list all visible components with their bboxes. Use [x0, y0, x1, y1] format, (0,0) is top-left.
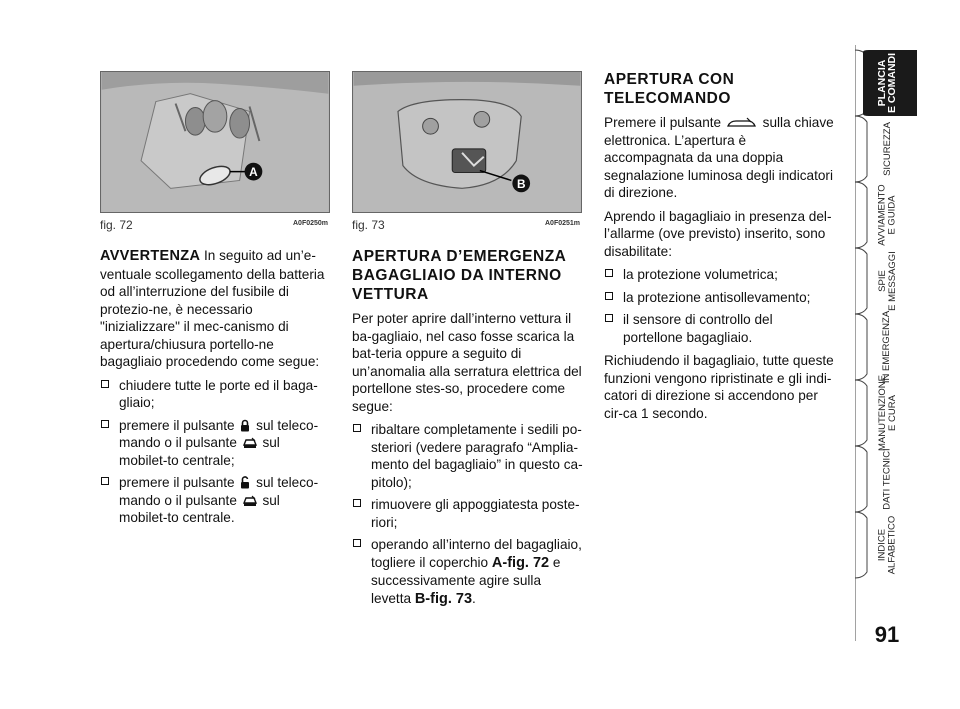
figure-72-reference: A-fig. 72	[491, 554, 550, 571]
figure-72-code: A0F0250m	[293, 220, 329, 227]
chapter-tab-label: IN EMERGENZA	[881, 310, 893, 384]
list-item: il sensore di controllo del portellone bagagliaio.	[604, 311, 834, 346]
paragraph-text: sulla chiave elettronica. L’apertura è accompagnata da una doppia segnalazione luminosa degli indicatori di direzione.	[604, 115, 834, 200]
chapter-tab-1[interactable]	[855, 116, 920, 182]
list-item	[100, 377, 330, 412]
list-item	[352, 496, 584, 531]
paragraph-text: Premere il pulsante	[604, 115, 725, 130]
step-text: sul mobilet-to centrale.	[119, 492, 280, 525]
trunk-button-icon	[243, 437, 257, 449]
figure-73-reference: B-fig. 73	[414, 590, 473, 607]
chapter-tab-3[interactable]	[855, 248, 920, 314]
warning-steps	[100, 377, 330, 527]
chapter-tab-2[interactable]	[855, 182, 920, 248]
chapter-tab-label: DATI TECNICI	[881, 448, 893, 510]
warning-paragraph	[100, 247, 330, 371]
list-item	[352, 536, 584, 608]
step-text: sul teleco-mando o il pulsante	[119, 417, 319, 450]
figure-73-caption: fig. 73	[352, 218, 385, 232]
emergency-opening-heading: APERTURA D’EMERGENZA BAGAGLIAIO DA INTERNO VETTURA	[352, 248, 566, 303]
disabled-functions-list	[604, 266, 834, 346]
step-text: e successivamente agire sulla levetta	[371, 554, 561, 606]
warning-text: In seguito ad un’e-ventuale scollegamento della batteria od all’interruzione del fusibile di protezio-ne, è necessario "inizializzare" il mec-canismo di apertura/chiusura portello-ne bagagliaio procedendo come segue:	[100, 248, 325, 369]
chapter-tab-6[interactable]	[855, 446, 920, 512]
list-item: la protezione volumetrica;	[604, 266, 834, 284]
step-text: chiudere tutte le porte ed il baga-gliaio;	[119, 377, 318, 410]
remote-opening-column	[604, 70, 834, 428]
figure-73-code: A0F0251m	[545, 220, 581, 227]
chapter-tab-label: PLANCIA E COMANDI	[876, 52, 899, 114]
step-text: operando all’interno del bagagliaio, togliere il coperchio	[371, 537, 582, 570]
trunk-lock-illustration	[353, 72, 581, 212]
chapter-tab-7[interactable]	[855, 512, 920, 578]
chapter-tab-label: AVVIAMENTO E GUIDA	[876, 184, 898, 246]
step-text: sul teleco-mando o il pulsante	[119, 475, 319, 508]
lock-closed-icon	[240, 419, 250, 432]
figure-72-label: A	[249, 165, 258, 180]
trunk-cover-illustration	[101, 72, 329, 212]
chapter-tab-0[interactable]	[855, 50, 920, 116]
emergency-intro: Per poter aprire dall’interno vettura il ba-gagliaio, nel caso fosse scarica la bat-teria oppure a seguito di un’anomalia alla serratura elettrica del portellone stes-so, procedere come segue:	[352, 311, 582, 414]
list-item	[100, 474, 330, 527]
step-text: sul mobilet-to centrale;	[119, 435, 280, 468]
list-item: la protezione antisollevamento;	[604, 289, 834, 307]
chapter-tab-label: INDICE ALFABETICO	[876, 515, 898, 575]
chapter-tab-label: SPIE E MESSAGGI	[876, 251, 898, 311]
figure-72-caption: fig. 72	[100, 218, 133, 232]
chapter-tab-label: SICUREZZA	[881, 122, 893, 176]
step-text: premere il pulsante	[119, 475, 239, 490]
list-item	[100, 417, 330, 470]
step-text: ribaltare completamente i sedili po-steriori (vedere paragrafo “Amplia-mento del bagagliaio” in questo ca-pitolo);	[371, 422, 583, 490]
step-text: .	[472, 590, 476, 606]
remote-opening-heading: APERTURA CON TELECOMANDO	[604, 71, 735, 107]
remote-paragraph-1	[604, 114, 834, 202]
car-trunk-icon	[727, 117, 757, 129]
figure-73-image	[352, 71, 582, 213]
warning-lead: AVVERTENZA	[100, 248, 201, 264]
trunk-button-icon	[243, 495, 257, 507]
emergency-opening-column	[352, 247, 584, 614]
list-item	[352, 421, 584, 491]
remote-paragraph-3: Richiudendo il bagagliaio, tutte queste funzioni vengono ripristinate e gli indi-catori di direzione si accendono per cir-ca 1 secondo.	[604, 353, 834, 421]
emergency-steps	[352, 421, 584, 608]
chapter-tab-label: MANUTENZIONE E CURA	[876, 375, 898, 451]
lock-open-icon	[240, 476, 250, 489]
step-text: rimuovere gli appoggiatesta poste-riori;	[371, 497, 580, 530]
warning-column	[100, 247, 330, 533]
chapter-tab-5[interactable]	[855, 375, 920, 451]
remote-paragraph-2: Aprendo il bagagliaio in presenza del-l’allarme (ove previsto) inserito, sono disabilitate:	[604, 208, 832, 259]
step-text: premere il pulsante	[119, 417, 239, 433]
figure-73-label: B	[516, 176, 526, 191]
page-number: 91	[874, 622, 900, 647]
chapter-tab-4[interactable]	[855, 310, 920, 384]
figure-72-image	[100, 71, 330, 213]
chapter-nav	[855, 45, 920, 641]
